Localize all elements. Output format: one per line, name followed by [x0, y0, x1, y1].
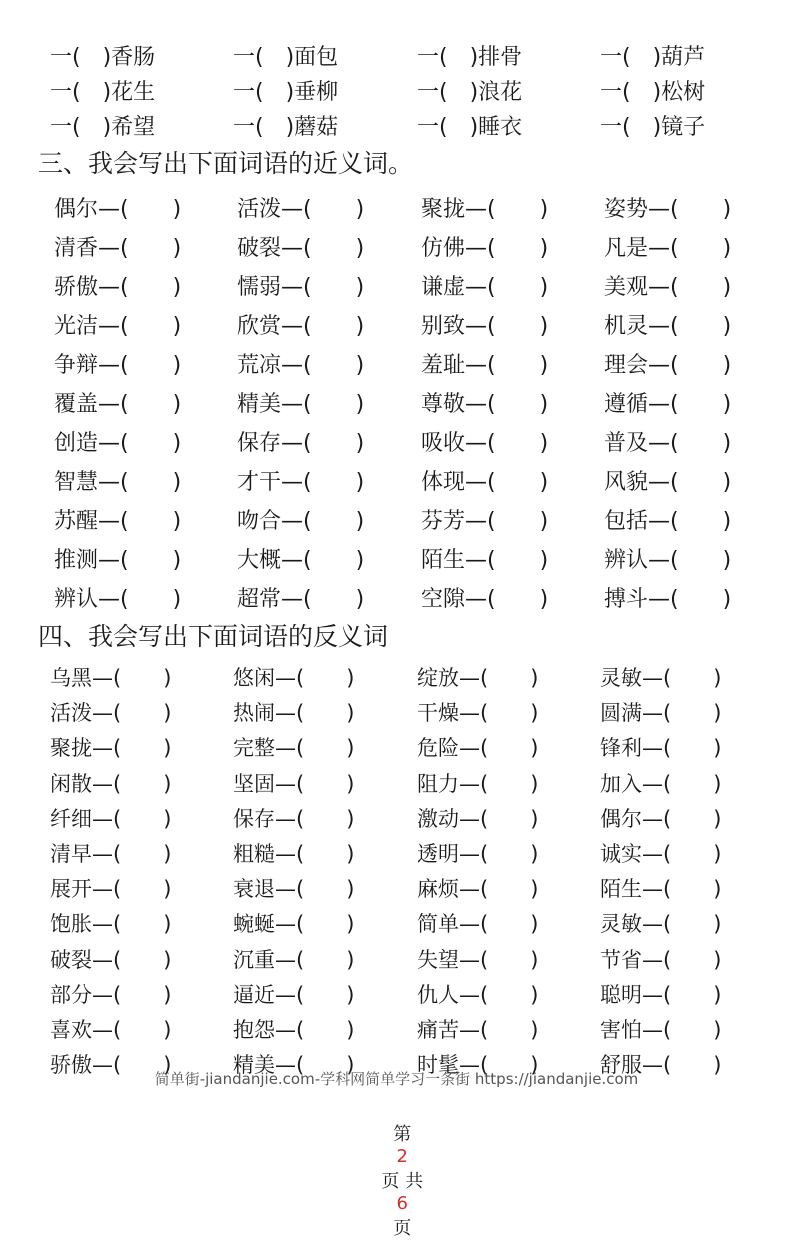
- page-suffix: 页: [393, 1218, 412, 1239]
- word-item: 风貌—( ): [604, 470, 732, 495]
- word-item: 一( )香肠: [50, 45, 156, 70]
- word-item: 活泼—( ): [50, 701, 172, 726]
- word-item: 聪明—( ): [600, 982, 722, 1007]
- word-item: 危险—( ): [417, 736, 539, 761]
- word-item: 搏斗—( ): [604, 587, 732, 612]
- word-item: 破裂—( ): [50, 947, 172, 972]
- word-item: 仿佛—( ): [421, 236, 549, 261]
- word-item: 喜欢—( ): [50, 1018, 172, 1042]
- word-item: 清香—( ): [54, 236, 182, 261]
- word-item: 辨认—( ): [54, 587, 182, 612]
- word-item: 部分—( ): [50, 982, 172, 1007]
- word-item: 凡是—( ): [604, 236, 732, 261]
- word-item: 争辩—( ): [54, 353, 182, 378]
- word-item: 偶尔—( ): [600, 806, 722, 831]
- word-item: 一( )松树: [600, 80, 706, 105]
- word-item: 偶尔—( ): [54, 197, 182, 222]
- word-item: 保存—( ): [237, 431, 365, 456]
- word-item: 辨认—( ): [604, 548, 732, 573]
- word-item: 精美—( ): [233, 1053, 355, 1078]
- word-item: 一( )镜子: [600, 115, 706, 140]
- word-item: 简单—( ): [417, 912, 539, 937]
- word-item: 陌生—( ): [600, 877, 722, 902]
- word-item: 粗糙—( ): [233, 842, 355, 866]
- word-item: 一( )葫芦: [600, 45, 706, 70]
- word-item: 体现—( ): [421, 470, 549, 495]
- word-item: 透明—( ): [417, 842, 539, 866]
- word-item: 遵循—( ): [604, 392, 732, 417]
- word-item: 大概—( ): [237, 548, 365, 573]
- word-item: 聚拢—( ): [50, 736, 172, 761]
- word-item: 普及—( ): [604, 431, 732, 456]
- word-item: 诚实—( ): [600, 842, 722, 866]
- word-item: 痛苦—( ): [417, 1018, 539, 1042]
- word-item: 芬芳—( ): [421, 509, 549, 534]
- word-item: 激动—( ): [417, 806, 539, 831]
- word-item: 节省—( ): [600, 947, 722, 972]
- word-item: 美观—( ): [604, 275, 732, 300]
- word-item: 包括—( ): [604, 509, 732, 534]
- word-item: 仇人—( ): [417, 982, 539, 1007]
- footer-watermark: 简单街-jiandanjie.com-学科网简单学习一条街 https://jiandanjie.com: [154, 1070, 639, 1088]
- word-item: 阻力—( ): [417, 771, 539, 796]
- word-item: 骄傲—( ): [54, 275, 182, 300]
- word-item: 聚拢—( ): [421, 197, 549, 222]
- word-item: 保存—( ): [233, 806, 355, 831]
- word-item: 空隙—( ): [421, 587, 549, 612]
- section-four-title: 四、我会写出下面词语的反义词: [38, 622, 389, 651]
- word-item: 一( )睡衣: [417, 115, 523, 140]
- word-item: 纤细—( ): [50, 806, 172, 831]
- word-item: 机灵—( ): [604, 314, 732, 339]
- word-item: 陌生—( ): [421, 548, 549, 573]
- word-item: 一( )排骨: [417, 45, 523, 70]
- word-item: 锋利—( ): [600, 736, 722, 761]
- word-item: 展开—( ): [50, 877, 172, 902]
- word-item: 姿势—( ): [604, 197, 732, 222]
- word-item: 羞耻—( ): [421, 353, 549, 378]
- word-item: 破裂—( ): [237, 236, 365, 261]
- word-item: 推测—( ): [54, 548, 182, 573]
- word-item: 时髦—( ): [417, 1053, 539, 1078]
- word-item: 活泼—( ): [237, 197, 365, 222]
- page-total: 6: [396, 1193, 408, 1214]
- word-item: 吻合—( ): [237, 509, 365, 534]
- word-item: 麻烦—( ): [417, 877, 539, 902]
- word-item: 理会—( ): [604, 353, 732, 378]
- word-item: 绽放—( ): [417, 666, 539, 690]
- word-item: 精美—( ): [237, 392, 365, 417]
- word-item: 悠闲—( ): [233, 666, 355, 690]
- word-item: 一( )花生: [50, 80, 156, 105]
- word-item: 蜿蜒—( ): [233, 912, 355, 937]
- word-item: 舒服—( ): [600, 1053, 722, 1078]
- word-item: 失望—( ): [417, 947, 539, 972]
- word-item: 抱怨—( ): [233, 1018, 355, 1042]
- word-item: 加入—( ): [600, 771, 722, 796]
- page-prefix: 第: [393, 1124, 412, 1145]
- page-number: [0, 1099, 793, 1240]
- word-item: 欣赏—( ): [237, 314, 365, 339]
- word-item: 一( )面包: [233, 45, 339, 70]
- word-item: 苏醒—( ): [54, 509, 182, 534]
- word-item: 逼近—( ): [233, 982, 355, 1007]
- section-three-title: 三、我会写出下面词语的近义词。: [38, 149, 414, 178]
- word-item: 创造—( ): [54, 431, 182, 456]
- word-item: 一( )蘑菇: [233, 115, 339, 140]
- page-mid: 页 共: [381, 1171, 424, 1192]
- word-item: 覆盖—( ): [54, 392, 182, 417]
- word-item: 骄傲—( ): [50, 1053, 172, 1078]
- word-item: 衰退—( ): [233, 877, 355, 902]
- word-item: 饱胀—( ): [50, 912, 172, 937]
- word-item: 完整—( ): [233, 736, 355, 761]
- word-item: 吸收—( ): [421, 431, 549, 456]
- word-item: 尊敬—( ): [421, 392, 549, 417]
- word-item: 一( )垂柳: [233, 80, 339, 105]
- word-item: 荒凉—( ): [237, 353, 365, 378]
- word-item: 懦弱—( ): [237, 275, 365, 300]
- word-item: 干燥—( ): [417, 701, 539, 726]
- word-item: 谦虚—( ): [421, 275, 549, 300]
- word-item: 才干—( ): [237, 470, 365, 495]
- word-item: 灵敏—( ): [600, 666, 722, 690]
- word-item: 清早—( ): [50, 842, 172, 866]
- word-item: 闲散—( ): [50, 771, 172, 796]
- word-item: 坚固—( ): [233, 771, 355, 796]
- word-item: 沉重—( ): [233, 947, 355, 972]
- page-current: 2: [396, 1146, 408, 1167]
- word-item: 热闹—( ): [233, 701, 355, 726]
- word-item: 乌黑—( ): [50, 666, 172, 690]
- word-item: 灵敏—( ): [600, 912, 722, 937]
- word-item: 一( )希望: [50, 115, 156, 140]
- word-item: 光洁—( ): [54, 314, 182, 339]
- word-item: 别致—( ): [421, 314, 549, 339]
- word-item: 害怕—( ): [600, 1018, 722, 1042]
- word-item: 超常—( ): [237, 587, 365, 612]
- word-item: 智慧—( ): [54, 470, 182, 495]
- word-item: 圆满—( ): [600, 701, 722, 726]
- word-item: 一( )浪花: [417, 80, 523, 105]
